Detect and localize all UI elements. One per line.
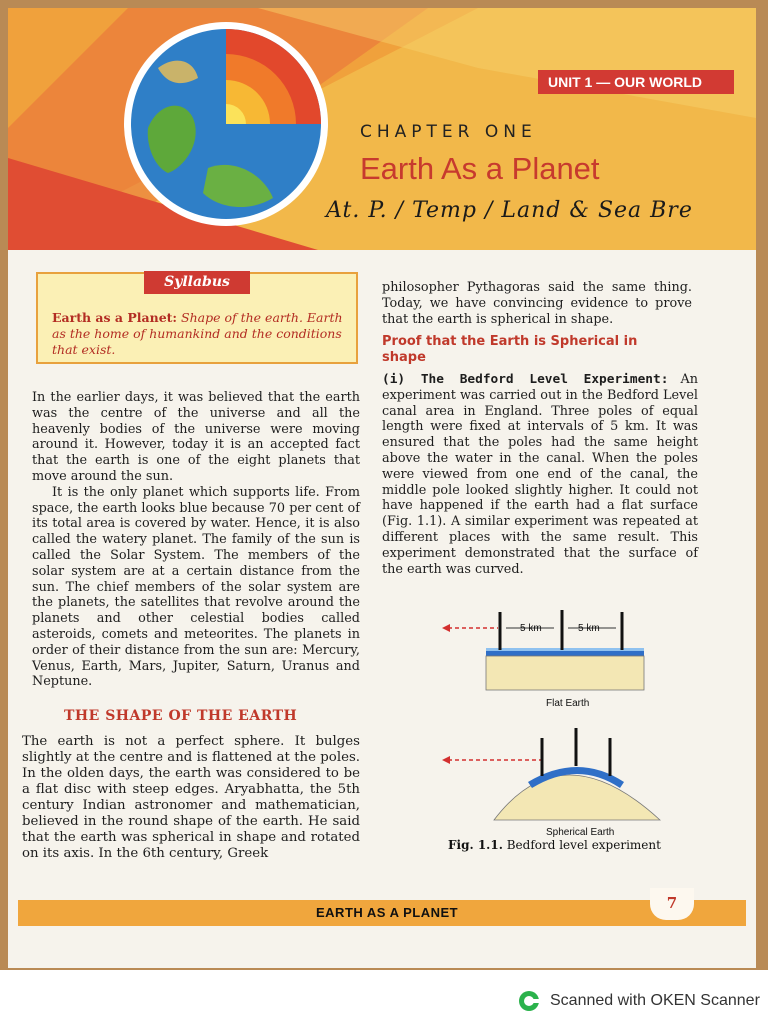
syllabus-body: Shape of the earth. Earth as the home of humankind and the conditions that exist. xyxy=(52,310,343,357)
chapter-banner xyxy=(8,8,756,250)
left-para-2: It is the only planet which supports life. From space, the earth looks blue because 70 per cent of its total area is covered by water. Hence, it is also called the watery planet. The family of the sun is called the Solar System. The members of the solar system are at a certain distance from the sun. The chief members of the solar system are the planets, the satellites that revolve around the planets and other celestial bodies called asteroids, comets and meteorites. The planets in order of their distance from the sun are: Mercury, Venus, Earth, Mars, Jupiter, Saturn, Uranus and Neptune. xyxy=(32,484,360,690)
right-para-1: philosopher Pythagoras said the same thing. Today, we have convincing evidence to prove that the earth is spherical in shape. xyxy=(382,280,692,327)
distance-label-1: 5 km xyxy=(520,623,542,634)
spherical-earth-label: Spherical Earth xyxy=(546,827,615,838)
syllabus-lead: Earth as a Planet: xyxy=(52,310,178,325)
left-column-intro xyxy=(32,390,360,690)
chapter-kicker: CHAPTER ONE xyxy=(360,122,537,142)
syllabus-text xyxy=(52,310,350,358)
section-heading: THE SHAPE OF THE EARTH xyxy=(64,708,298,724)
experiment-body: An experiment was carried out in the Bedford Level canal area in England. Three poles of equal length were fixed at intervals of 5 km. It was ensured that the poles had the same height above the water in the canal. When the poles were viewed from one end of the canal, the middle pole looked slightly higher. It could not have happened if the earth had a flat surface (Fig. 1.1). A similar experiment was repeated at different places with the same result. This experiment demonstrated that the surface of the earth was curved. xyxy=(382,372,698,577)
syllabus-box xyxy=(36,272,358,364)
unit-label: UNIT 1 — OUR WORLD xyxy=(538,70,734,94)
textbook-page xyxy=(8,8,756,968)
figure-caption-text: Bedford level experiment xyxy=(506,838,661,852)
bedford-diagram xyxy=(428,600,688,840)
proof-heading: Proof that the Earth is Spherical in shape xyxy=(382,334,638,365)
scanner-label: Scanned with OKEN Scanner xyxy=(550,992,760,1009)
left-column-shape xyxy=(22,734,360,862)
distance-label-2: 5 km xyxy=(578,623,600,634)
page-number: 7 xyxy=(650,888,694,920)
footer-title: EARTH AS A PLANET xyxy=(316,905,459,920)
left-para-3: The earth is not a perfect sphere. It bulges slightly at the centre and is flattened at the poles. In the olden days, the earth was considered to be a flat disc with steep edges. Aryabhatta, the 5th century Indian astronomer and mathematician, believed in the round shape of the earth. He said that the earth was spherical in shape and rotated on its axis. In the 6th century, Greek xyxy=(22,734,360,861)
syllabus-tag: Syllabus xyxy=(144,271,250,294)
scanner-watermark xyxy=(518,988,760,1014)
chapter-title: Earth As a Planet xyxy=(360,151,600,186)
bedford-figure xyxy=(428,600,688,870)
experiment-lead: (i) The Bedford Level Experiment: xyxy=(382,372,669,387)
left-para-1: In the earlier days, it was believed that the earth was the centre of the universe and all the heavenly bodies of the universe were moving around it. However, today it is an accepted fact that the earth is one of the eight planets that move around the sun. xyxy=(32,390,360,484)
figure-caption-lead: Fig. 1.1. xyxy=(448,838,503,852)
right-column-intro xyxy=(382,280,692,327)
figure-caption xyxy=(448,838,661,852)
handwritten-note: At. P. / Temp / Land & Sea Bre xyxy=(326,198,693,223)
flat-earth-label: Flat Earth xyxy=(546,698,590,709)
right-column-experiment xyxy=(382,372,698,577)
oken-logo-icon xyxy=(518,990,540,1012)
page-footer xyxy=(18,900,746,926)
earth-globe-icon xyxy=(124,22,328,226)
